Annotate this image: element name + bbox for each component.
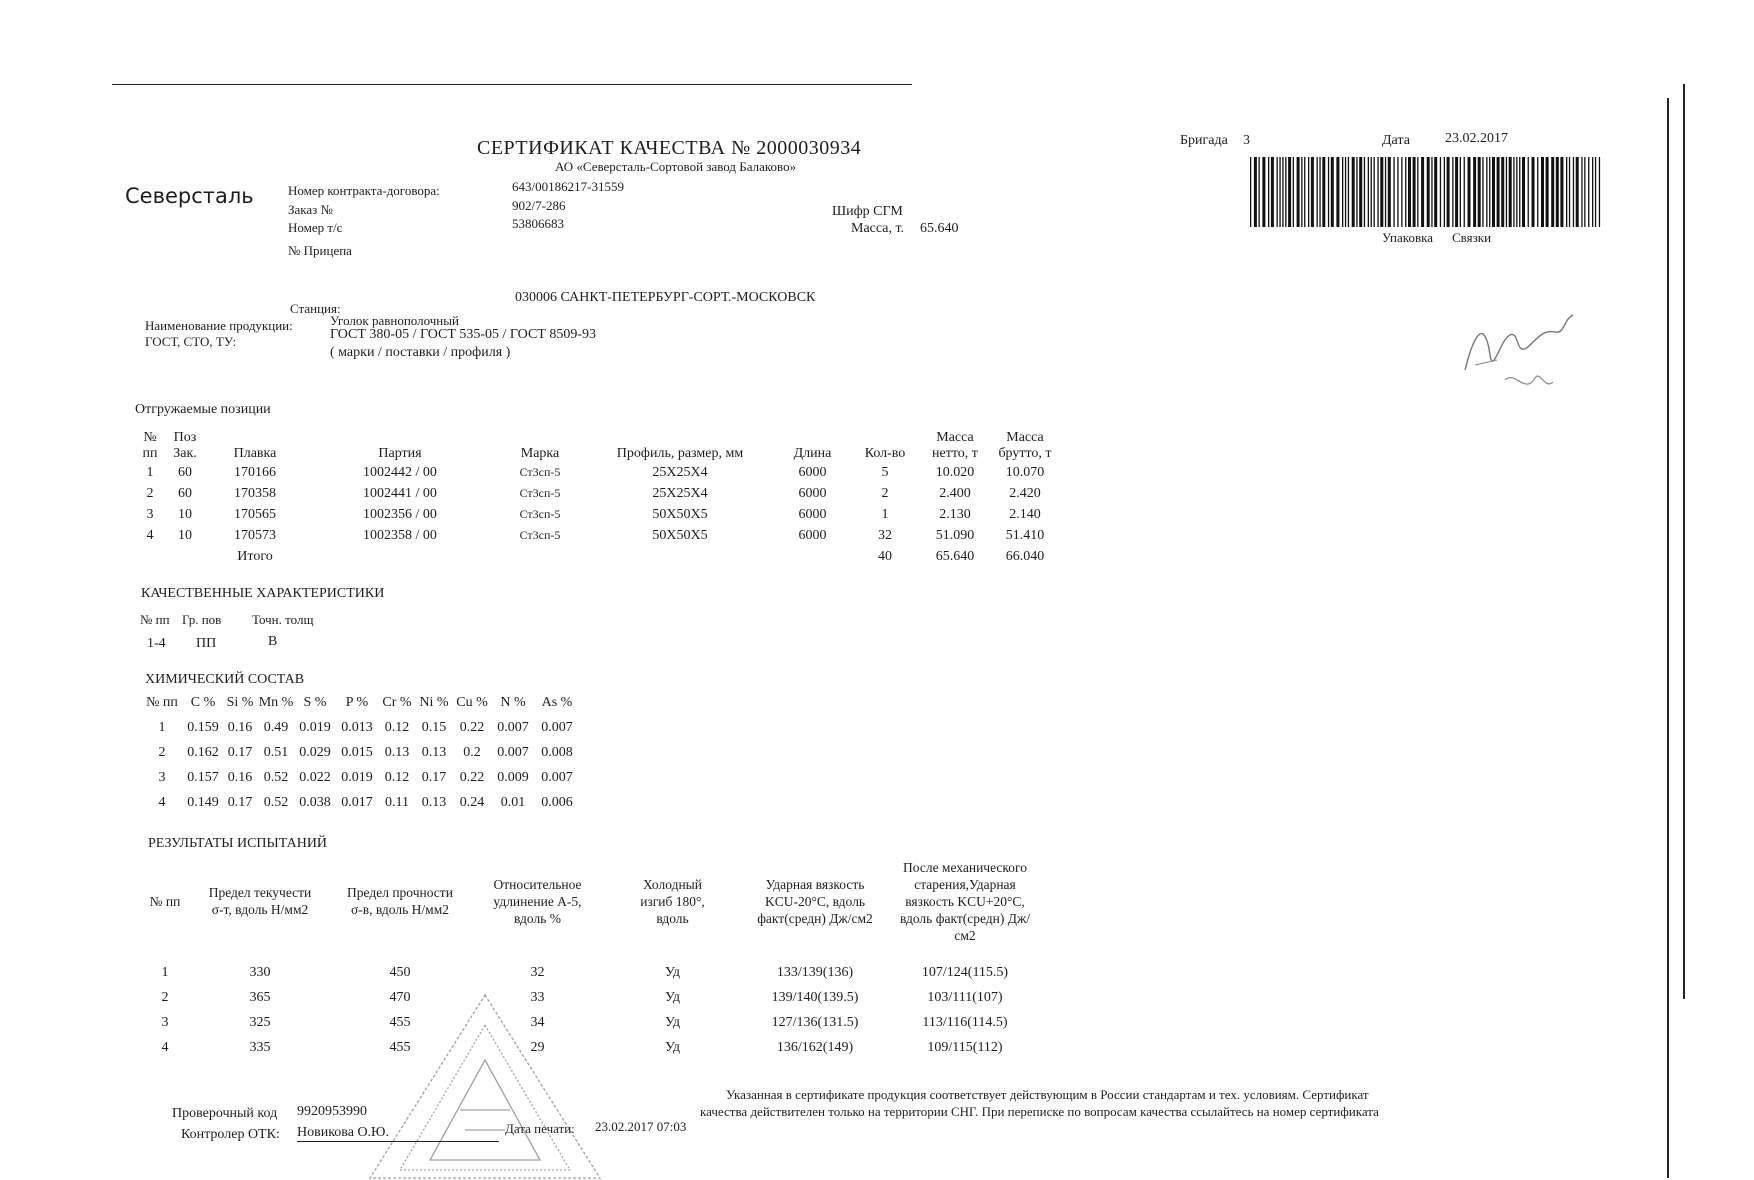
table-cell: 2.420	[1009, 485, 1041, 501]
brigade-value: 3	[1243, 133, 1250, 148]
table-row	[135, 462, 1060, 483]
barcode-bar	[1427, 157, 1430, 227]
quality-value-no: 1-4	[147, 636, 166, 651]
quality-header-surface: Гр. пов	[182, 612, 222, 627]
table-cell: 0.11	[385, 794, 409, 810]
table-cell: 5	[881, 464, 889, 480]
chem-header-cell: Cu %	[456, 694, 488, 710]
barcode-bar	[1497, 157, 1500, 227]
shipped-header-cell: Партия	[378, 446, 422, 461]
barcode-bar	[1371, 157, 1372, 227]
chem-header-cell: C %	[190, 694, 216, 710]
chem-header-cell: As %	[541, 694, 573, 710]
table-cell: 10.020	[935, 464, 975, 480]
table-cell: 50X50X5	[652, 527, 708, 543]
table-cell: 1002356 / 00	[363, 506, 437, 522]
table-cell: 0.007	[497, 744, 529, 760]
table-cell: 1	[161, 964, 169, 980]
shipped-header-cell: Длина	[793, 446, 832, 461]
table-cell: 0.12	[384, 719, 410, 735]
table-row	[135, 504, 1060, 525]
barcode-bar	[1348, 157, 1349, 227]
table-cell: Уд	[664, 1039, 681, 1055]
table-cell: 4	[158, 794, 166, 810]
barcode-bar	[1317, 157, 1318, 227]
gost-value: ГОСТ 380-05 / ГОСТ 535-05 / ГОСТ 8509-93	[330, 327, 597, 342]
table-cell: 51.410	[1005, 527, 1045, 543]
barcode-bar	[1421, 157, 1424, 227]
table-cell: 0.015	[341, 744, 373, 760]
barcode-bar	[1560, 157, 1563, 227]
barcode-bar	[1285, 157, 1286, 227]
table-cell: 113/116(114.5)	[922, 1014, 1008, 1030]
mass-value: 65.640	[920, 221, 959, 236]
print-date-value: 23.02.2017 07:03	[595, 1119, 687, 1134]
table-cell: 0.006	[541, 794, 573, 810]
barcode-bar	[1556, 157, 1559, 227]
barcode-bar	[1308, 157, 1309, 227]
table-cell: 335	[249, 1039, 271, 1055]
table-cell: 0.52	[263, 794, 289, 810]
chem-header-cell: N %	[500, 694, 526, 710]
brand-logo-text: Северсталь	[125, 184, 254, 208]
table-cell: 0.157	[187, 769, 219, 785]
table-cell: 60	[178, 485, 192, 501]
attachment-label: № Прицепа	[288, 243, 352, 258]
table-cell: 0.022	[299, 769, 331, 785]
table-cell: Уд	[664, 1014, 681, 1030]
certificate-note-line-2: качества действителен только на территории СНГ. При переписке по вопросам качества ссылайтесь на номер сертификата	[700, 1104, 1379, 1119]
barcode-bar	[1293, 157, 1294, 227]
table-cell: 107/124(115.5)	[921, 964, 1009, 980]
print-date-label: Дата печати:	[505, 1121, 575, 1136]
barcode-bar	[1489, 157, 1490, 227]
tests-header-cell: Холодный изгиб 180°, вдоль	[640, 876, 705, 926]
barcode-bar	[1573, 157, 1574, 227]
table-cell: 2.140	[1009, 506, 1041, 522]
table-row	[140, 790, 580, 815]
table-cell: 0.029	[299, 744, 331, 760]
table-cell: 0.162	[187, 744, 219, 760]
table-cell: 0.13	[384, 744, 410, 760]
wagon-value: 53806683	[512, 216, 564, 231]
chemistry-header-row	[140, 690, 580, 715]
barcode-bar	[1569, 157, 1570, 227]
barcode-bar	[1513, 157, 1514, 227]
barcode-bar	[1364, 157, 1365, 227]
cipher-label: Шифр СГМ	[832, 204, 903, 219]
quality-header-thickness: Точн. толщ	[252, 612, 314, 627]
barcode-bar	[1509, 157, 1512, 227]
barcode-bar	[1368, 157, 1369, 227]
barcode-bar	[1311, 157, 1314, 227]
barcode-bar	[1304, 157, 1305, 227]
table-cell: 109/115(112)	[927, 1039, 1003, 1055]
table-cell: 6000	[798, 485, 827, 501]
barcode-bar	[1380, 157, 1383, 227]
table-cell: 1002442 / 00	[363, 464, 437, 480]
barcode-bar	[1401, 157, 1402, 227]
barcode-bar	[1268, 157, 1269, 227]
barcode-bar	[1460, 157, 1461, 227]
table-cell: 0.017	[341, 794, 373, 810]
mass-label: Масса, т.	[851, 221, 905, 236]
quality-section-title: КАЧЕСТВЕННЫЕ ХАРАКТЕРИСТИКИ	[141, 586, 385, 601]
barcode-bar	[1336, 157, 1339, 227]
tests-section-title: РЕЗУЛЬТАТЫ ИСПЫТАНИЙ	[148, 836, 328, 851]
total-row	[135, 546, 1060, 567]
chem-header-cell: S %	[303, 694, 327, 710]
table-cell: 0.007	[541, 769, 573, 785]
table-row	[140, 740, 580, 765]
table-cell: 25X25X4	[652, 485, 708, 501]
barcode-bar	[1584, 157, 1585, 227]
barcode-bar	[1328, 157, 1329, 227]
barcode-bar	[1331, 157, 1334, 227]
table-cell: 0.17	[227, 794, 253, 810]
table-cell: Ст3сп-5	[519, 507, 561, 521]
table-cell: 4	[161, 1039, 169, 1055]
table-cell: 0.51	[263, 744, 289, 760]
table-cell: 33	[530, 989, 545, 1005]
barcode-bar	[1501, 157, 1504, 227]
barcode-bar	[1468, 157, 1471, 227]
quality-header-no: № пп	[140, 612, 170, 627]
barcode-bar	[1595, 157, 1596, 227]
barcode-bar	[1447, 157, 1450, 227]
gost-label: ГОСТ, СТО, ТУ:	[145, 334, 237, 349]
table-cell: 1	[158, 719, 166, 735]
barcode-bar	[1492, 157, 1495, 227]
table-cell: Ст3сп-5	[519, 465, 561, 479]
table-cell: 1	[146, 464, 154, 480]
table-cell: 0.009	[497, 769, 529, 785]
table-cell: 1	[881, 506, 889, 522]
table-row	[135, 483, 1060, 504]
barcode-bar	[1581, 157, 1582, 227]
table-cell: Ст3сп-5	[519, 486, 561, 500]
top-border-line	[112, 84, 912, 85]
barcode-bar	[1528, 157, 1529, 227]
table-cell: 2	[146, 485, 154, 501]
shipped-header-cell: Кол-во	[864, 446, 906, 461]
barcode-bar	[1377, 157, 1378, 227]
barcode-bar	[1297, 157, 1300, 227]
contract-value: 643/00186217-31559	[512, 179, 624, 194]
certificate-title: СЕРТИФИКАТ КАЧЕСТВА № 2000030934	[477, 137, 862, 159]
table-cell: 450	[389, 964, 411, 980]
order-label: Заказ №	[288, 202, 333, 217]
quality-value-thickness: В	[268, 634, 278, 649]
table-cell: 60	[178, 464, 192, 480]
total-gross: 66.040	[1005, 548, 1045, 564]
table-cell: 0.038	[299, 794, 331, 810]
barcode-bar	[1541, 157, 1544, 227]
table-cell: 2	[161, 989, 169, 1005]
barcode-bar	[1319, 157, 1320, 227]
shipped-header-row	[135, 410, 1060, 462]
barcode-bar	[1413, 157, 1416, 227]
table-cell: 51.090	[935, 527, 975, 543]
barcode-bar	[1359, 157, 1362, 227]
barcode-bar	[1388, 157, 1391, 227]
table-cell: Уд	[664, 989, 681, 1005]
table-cell: 0.007	[541, 719, 573, 735]
barcode-bar	[1271, 157, 1274, 227]
shipped-positions-table	[135, 410, 1060, 567]
table-row	[140, 765, 580, 790]
barcode-bar	[1250, 157, 1251, 227]
check-code-value: 9920953990	[297, 1104, 367, 1119]
barcode-image	[1250, 157, 1602, 227]
barcode-bar	[1397, 157, 1398, 227]
chem-header-cell: Cr %	[382, 694, 412, 710]
table-cell: 2.130	[939, 506, 971, 522]
wagon-label: Номер т/с	[288, 220, 343, 235]
barcode-bar	[1522, 157, 1525, 227]
shipped-header-cell: № пп	[142, 430, 158, 461]
chemistry-section-title: ХИМИЧЕСКИЙ СОСТАВ	[145, 672, 305, 687]
table-cell: 0.01	[500, 794, 526, 810]
barcode-bar	[1342, 157, 1343, 227]
table-cell: 325	[249, 1014, 271, 1030]
table-cell: 133/139(136)	[776, 964, 854, 980]
barcode-bar	[1592, 157, 1593, 227]
chem-header-cell: № пп	[146, 694, 178, 710]
table-cell: 3	[161, 1014, 169, 1030]
brigade-label: Бригада	[1180, 133, 1228, 148]
barcode-bar	[1385, 157, 1386, 227]
contract-label: Номер контракта-договора:	[288, 183, 440, 198]
controller-label: Контролер ОТК:	[181, 1127, 280, 1142]
shipped-section-title: Отгружаемые позиции	[135, 402, 271, 417]
table-cell: 0.22	[459, 719, 485, 735]
table-cell: 0.008	[541, 744, 573, 760]
table-cell: 139/140(139.5)	[771, 989, 859, 1005]
table-cell: 470	[389, 989, 411, 1005]
certificate-subtitle: АО «Северсталь-Сортовой завод Балаково»	[555, 159, 797, 174]
barcode-bar	[1431, 157, 1432, 227]
barcode-bar	[1478, 157, 1481, 227]
table-cell: 136/162(149)	[776, 1039, 854, 1055]
table-cell: 6000	[798, 527, 827, 543]
table-row	[135, 525, 1060, 546]
tests-header-cell: Ударная вязкость KCU-20°C, вдоль факт(средн) Дж/см2	[757, 876, 873, 926]
table-cell: 330	[249, 964, 271, 980]
barcode-bar	[1473, 157, 1476, 227]
table-cell: 455	[389, 1039, 411, 1055]
barcode-bar	[1599, 157, 1600, 227]
barcode-bar	[1434, 157, 1437, 227]
packing-label: Упаковка	[1382, 230, 1433, 245]
table-cell: 2	[881, 485, 889, 501]
barcode-bar	[1262, 157, 1265, 227]
table-cell: 0.16	[227, 769, 253, 785]
table-cell: 0.52	[263, 769, 289, 785]
otk-stamp-image	[365, 990, 605, 1180]
right-edge-line	[1683, 84, 1685, 999]
right-border-line	[1667, 98, 1669, 1178]
barcode-bar	[1288, 157, 1291, 227]
table-cell: 0.22	[459, 769, 485, 785]
tests-header-cell: Относительное удлинение А-5, вдоль %	[493, 876, 582, 926]
certificate-note-line-1: Указанная в сертификате продукция соответствует действующим в России стандартам и тех. условиям. Сертификат	[726, 1087, 1369, 1102]
shipped-header-cell: Марка	[520, 446, 560, 461]
chem-header-cell: P %	[345, 694, 369, 710]
station-label: Станция:	[290, 301, 341, 316]
table-cell: 365	[249, 989, 271, 1005]
table-cell: 32	[530, 964, 545, 980]
table-cell: 34	[530, 1014, 545, 1030]
shipped-header-cell: Масса нетто, т	[932, 430, 978, 461]
station-value: 030006 САНКТ-ПЕТЕРБУРГ-СОРТ.-МОСКОВСК	[515, 290, 816, 305]
barcode-bar	[1356, 157, 1357, 227]
table-cell: 0.013	[341, 719, 373, 735]
barcode-bar	[1519, 157, 1520, 227]
barcode-bar	[1440, 157, 1441, 227]
table-cell: 170358	[234, 485, 276, 501]
barcode-bar	[1282, 157, 1283, 227]
table-row	[140, 715, 580, 740]
table-cell: Уд	[664, 964, 681, 980]
quality-value-surface: ПП	[196, 636, 217, 651]
shipped-header-cell: Плавка	[233, 446, 277, 461]
chem-header-cell: Mn %	[258, 694, 294, 710]
barcode-bar	[1546, 157, 1549, 227]
table-cell: 10	[178, 506, 192, 522]
barcode-bar	[1254, 157, 1257, 227]
table-cell: 0.007	[497, 719, 529, 735]
product-label: Наименование продукции:	[145, 318, 293, 333]
barcode-bar	[1532, 157, 1535, 227]
shipped-header-cell: Масса брутто, т	[998, 430, 1052, 461]
barcode-bar	[1393, 157, 1394, 227]
barcode-bar	[1352, 157, 1355, 227]
table-cell: 1002358 / 00	[363, 527, 437, 543]
tests-header-row	[140, 842, 1040, 960]
shipped-header-cell: Поз Зак.	[173, 430, 197, 461]
table-cell: 0.13	[421, 794, 447, 810]
table-cell: 170565	[234, 506, 276, 522]
table-cell: 0.49	[263, 719, 289, 735]
tests-header-cell: После механического старения,Ударная вязкость KCU+20°C, вдоль факт(средн) Дж/см2	[899, 859, 1031, 943]
chem-header-cell: Ni %	[419, 694, 449, 710]
table-cell: 0.17	[421, 769, 447, 785]
table-cell: 0.16	[227, 719, 253, 735]
table-cell: 0.2	[463, 744, 481, 760]
total-label: Итого	[237, 548, 273, 564]
table-cell: 1002441 / 00	[363, 485, 437, 501]
order-value: 902/7-286	[512, 198, 566, 213]
total-net: 65.640	[935, 548, 975, 564]
barcode-bar	[1259, 157, 1260, 227]
table-cell: 455	[389, 1014, 411, 1030]
barcode-bar	[1345, 157, 1346, 227]
barcode-bar	[1444, 157, 1445, 227]
table-cell: 0.019	[341, 769, 373, 785]
barcode-bar	[1405, 157, 1406, 227]
table-cell: 0.019	[299, 719, 331, 735]
table-cell: 10	[178, 527, 192, 543]
barcode-bar	[1417, 157, 1418, 227]
table-cell: 170166	[234, 464, 276, 480]
packing-value: Связки	[1452, 230, 1492, 245]
barcode-bar	[1482, 157, 1483, 227]
barcode-bar	[1464, 157, 1465, 227]
chemistry-table	[140, 690, 580, 815]
controller-value: Новикова О.Ю.	[297, 1125, 499, 1142]
table-cell: 0.159	[187, 719, 219, 735]
table-cell: 2	[158, 744, 166, 760]
handwritten-signature	[1445, 300, 1595, 410]
product-value: Уголок равнополочный	[330, 313, 459, 328]
tests-header-cell: Предел текучести σ-т, вдоль Н/мм2	[208, 885, 312, 917]
table-cell: 29	[530, 1039, 545, 1055]
table-cell: 0.15	[421, 719, 447, 735]
barcode-bar	[1551, 157, 1554, 227]
barcode-bar	[1322, 157, 1325, 227]
tests-header-cell: Предел прочности σ-в, вдоль Н/мм2	[347, 885, 453, 917]
table-cell: 6000	[798, 506, 827, 522]
barcode-bar	[1408, 157, 1411, 227]
table-cell: 0.149	[187, 794, 219, 810]
table-cell: 103/111(107)	[927, 989, 1003, 1005]
table-cell: 0.13	[421, 744, 447, 760]
table-cell: 3	[146, 506, 154, 522]
chem-header-cell: Si %	[226, 694, 254, 710]
table-cell: 32	[878, 527, 892, 543]
barcode-bar	[1374, 157, 1375, 227]
barcode-bar	[1506, 157, 1507, 227]
barcode-bar	[1537, 157, 1538, 227]
date-value: 23.02.2017	[1445, 131, 1508, 146]
table-row	[140, 960, 1040, 985]
table-cell: 170573	[234, 527, 276, 543]
table-cell: 2.400	[939, 485, 971, 501]
table-cell: Ст3сп-5	[519, 528, 561, 542]
barcode-bar	[1279, 157, 1280, 227]
barcode-bar	[1486, 157, 1487, 227]
date-label: Дата	[1382, 133, 1410, 148]
total-qty: 40	[878, 548, 892, 564]
gost-note: ( марки / поставки / профиля )	[330, 345, 511, 360]
tests-header-cell: № пп	[149, 893, 181, 909]
table-cell: 50X50X5	[652, 506, 708, 522]
table-cell: 4	[146, 527, 154, 543]
barcode-bar	[1301, 157, 1302, 227]
table-cell: 0.17	[227, 744, 253, 760]
table-cell: 3	[158, 769, 166, 785]
barcode-bar	[1516, 157, 1517, 227]
table-cell: 127/136(131.5)	[771, 1014, 859, 1030]
barcode-bar	[1452, 157, 1453, 227]
shipped-header-cell: Профиль, размер, мм	[616, 446, 744, 461]
table-cell: 0.24	[459, 794, 485, 810]
table-cell: 10.070	[1005, 464, 1045, 480]
table-cell: 6000	[798, 464, 827, 480]
table-cell: 25X25X4	[652, 464, 708, 480]
table-cell: 0.12	[384, 769, 410, 785]
barcode-bar	[1566, 157, 1567, 227]
check-code-label: Проверочный код	[172, 1106, 278, 1121]
barcode-bar	[1277, 157, 1278, 227]
barcode-bar	[1576, 157, 1579, 227]
barcode-bar	[1455, 157, 1458, 227]
barcode-bar	[1588, 157, 1589, 227]
